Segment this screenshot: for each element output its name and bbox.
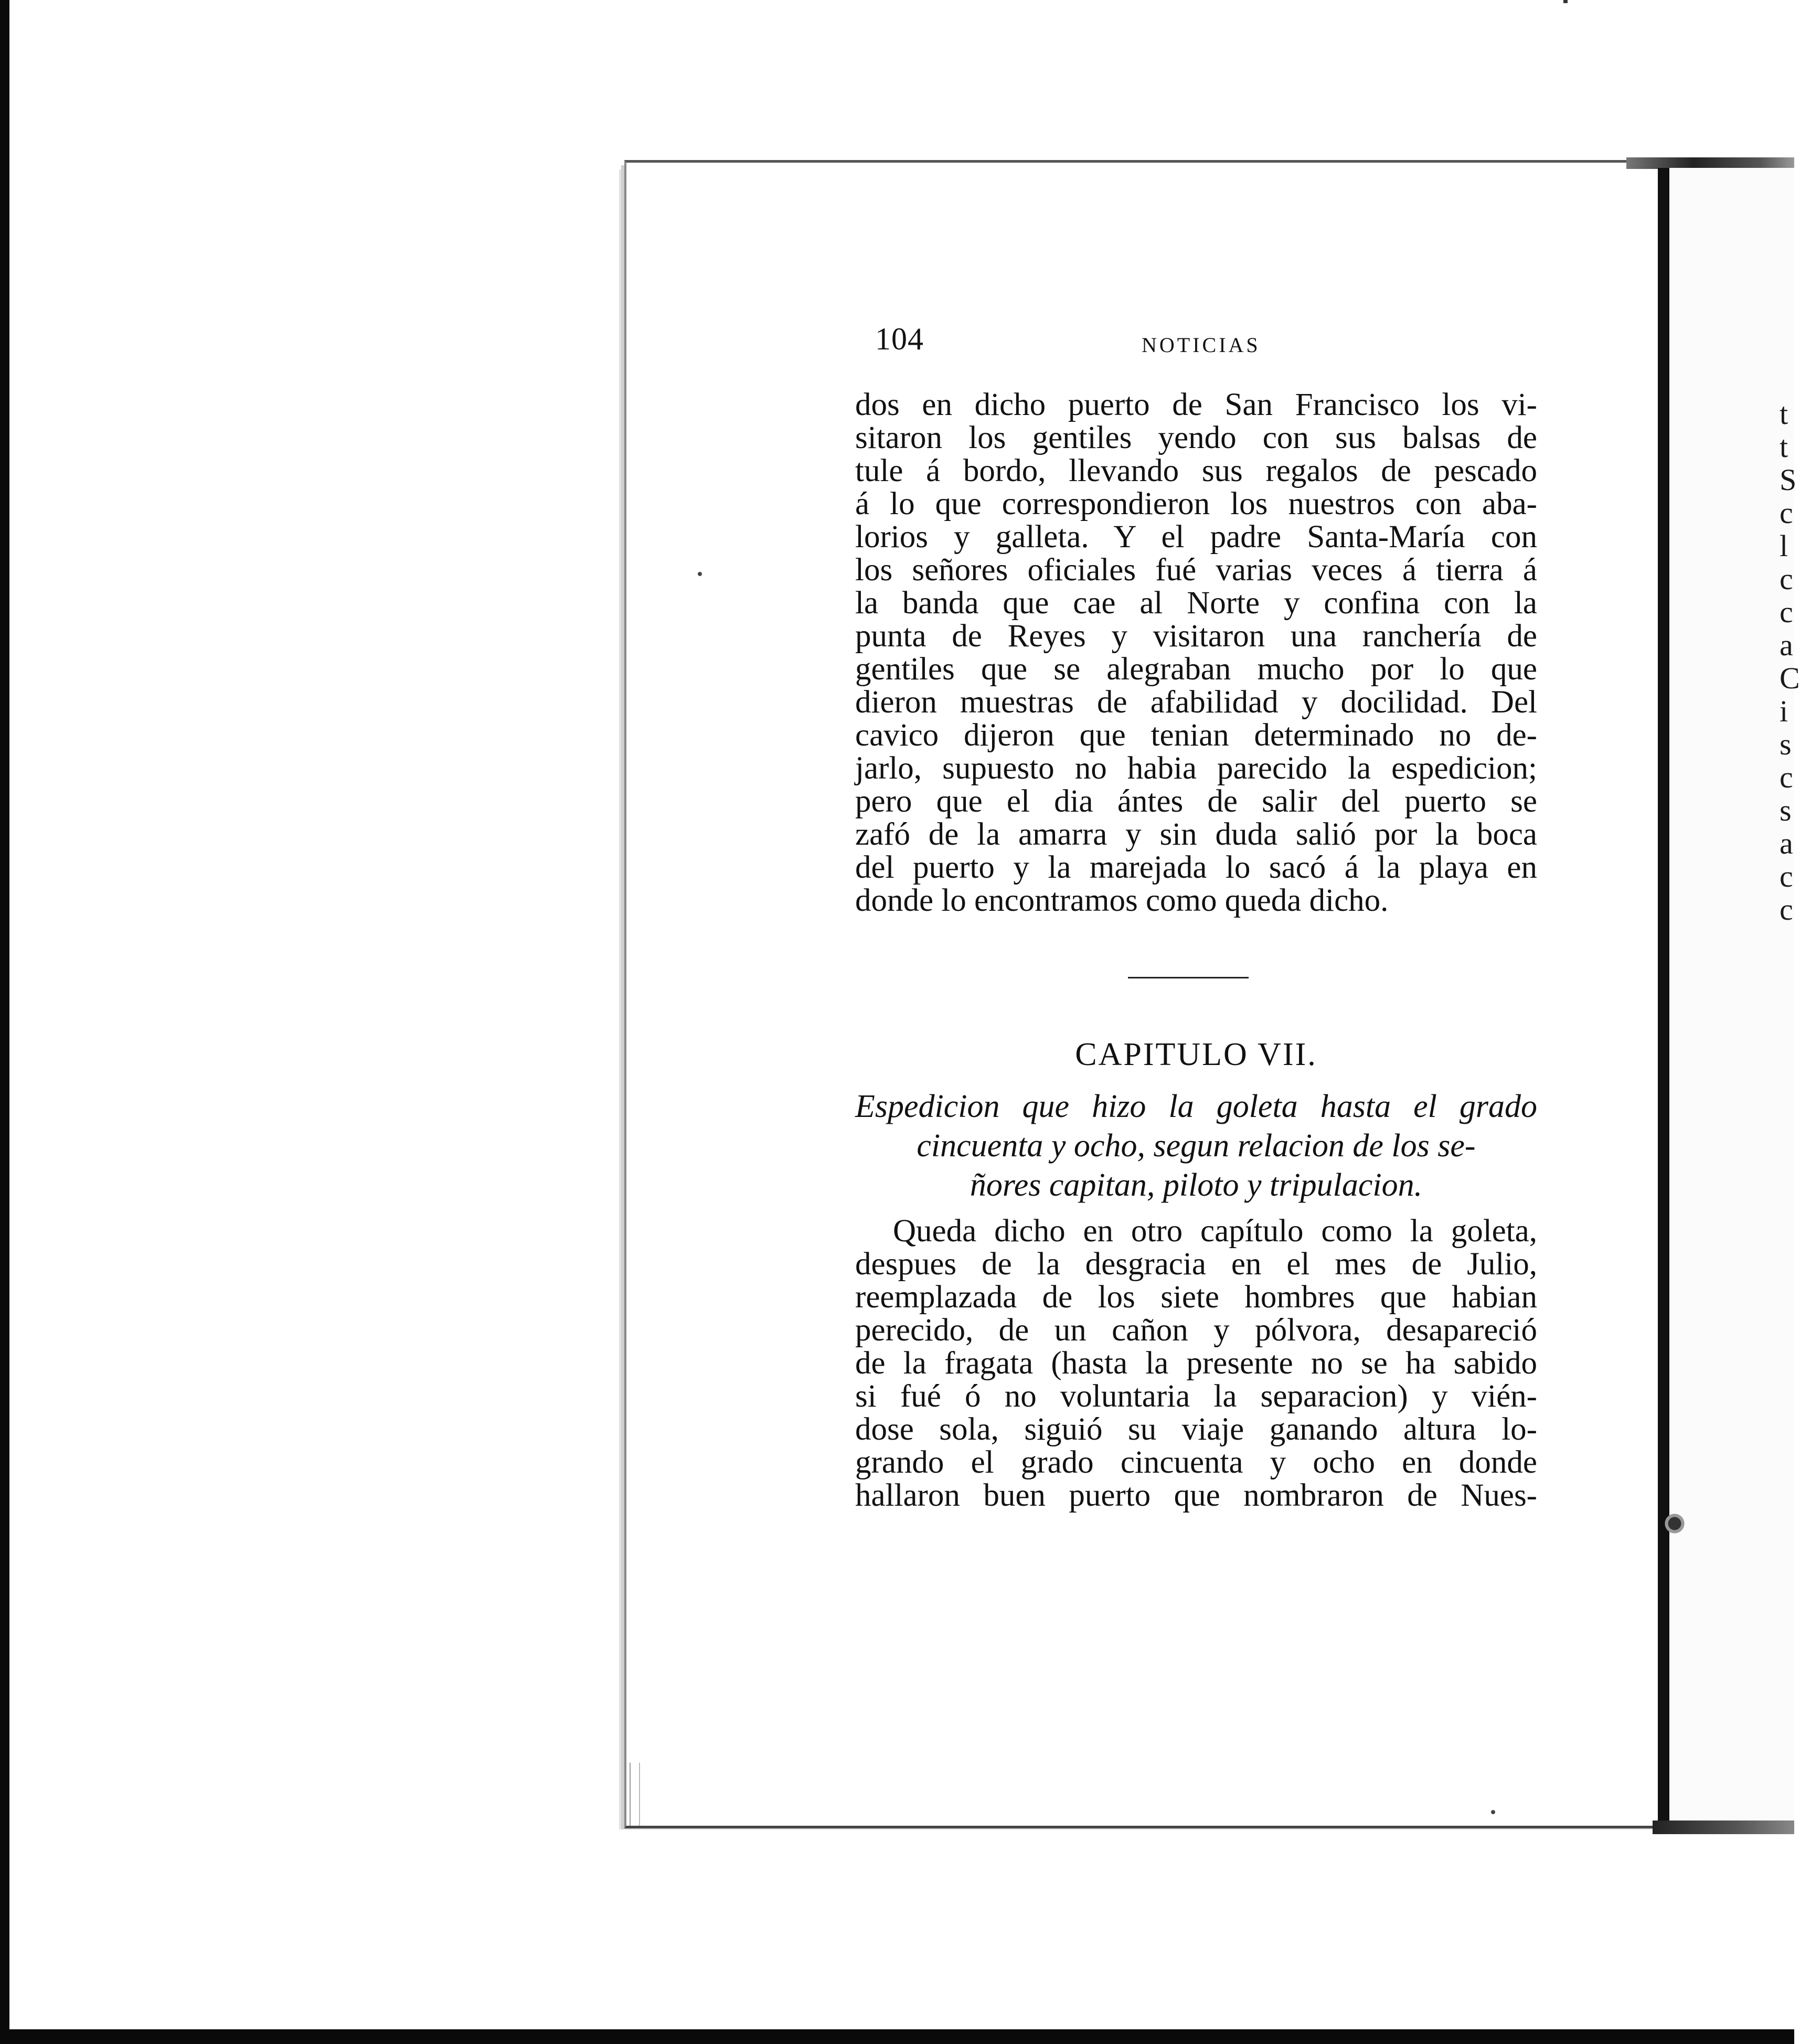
text-line: si fué ó no voluntaria la separacion) y vién- [855, 1379, 1537, 1414]
facing-page-letter: c [1780, 496, 1793, 530]
spine-top-shadow [1626, 157, 1794, 169]
facing-page-letter: C [1780, 661, 1800, 695]
facing-page-letter: a [1780, 628, 1793, 662]
summary-line: cincuenta y ocho, segun relacion de los se- [917, 1128, 1476, 1164]
paragraph-continued [855, 388, 1537, 917]
text-line: dos en dicho puerto de San Francisco los vi- [855, 387, 1537, 422]
facing-page-letter: t [1780, 430, 1788, 464]
text-line: pero que el dia ántes de salir del puerto se [855, 784, 1537, 819]
text-line: tule á bordo, llevando sus regalos de pescado [855, 453, 1537, 488]
text-line: cavico dijeron que tenian determinado no de- [855, 718, 1537, 753]
facing-page-letter: s [1780, 793, 1792, 827]
text-line: de la fragata (hasta la presente no se ha sabido [855, 1346, 1537, 1381]
summary-line: ñores capitan, piloto y tripulacion. [970, 1167, 1423, 1203]
facing-page-letter: i [1780, 694, 1788, 728]
text-line: dieron muestras de afabilidad y docilidad. Del [855, 685, 1537, 720]
text-line: la banda que cae al Norte y confina con la [855, 585, 1537, 621]
text-line: del puerto y la marejada lo sacó á la playa en [855, 850, 1537, 885]
text-line: zafó de la amarra y sin duda salió por la boca [855, 817, 1537, 852]
book-spine [1658, 168, 1669, 1826]
facing-page-letter: l [1780, 529, 1788, 563]
speck [698, 572, 702, 576]
facing-page-letter: c [1780, 859, 1793, 893]
speck [1491, 1810, 1495, 1814]
chapter-body-paragraph [855, 1215, 1537, 1512]
chapter-summary [855, 1087, 1537, 1205]
text-line: los señores oficiales fué varias veces á tierra á [855, 552, 1537, 588]
text-line: perecido, de un cañon y pólvora, desapareció [855, 1313, 1537, 1348]
text-line: despues de la desgracia en el mes de Julio, [855, 1247, 1537, 1282]
facing-page-letter: t [1780, 397, 1788, 431]
facing-page-letter: s [1780, 727, 1792, 761]
text-line: hallaron buen puerto que nombraron de Nues- [855, 1478, 1537, 1513]
facing-page [1669, 168, 1800, 1821]
paper-clip-mark [1663, 1511, 1692, 1536]
facing-page-letter: c [1780, 562, 1793, 596]
running-title: NOTICIAS [1142, 333, 1261, 357]
text-line: Queda dicho en otro capítulo como la goleta, [893, 1213, 1537, 1249]
page-stack-edge [630, 1763, 640, 1826]
facing-page-letter: c [1780, 892, 1793, 927]
text-line: donde lo encontramos como queda dicho. [855, 883, 1389, 918]
facing-page-letter: S [1780, 463, 1797, 497]
text-line: reemplazada de los siete hombres que habian [855, 1280, 1537, 1315]
text-line: grando el grado cincuenta y ocho en donde [855, 1445, 1537, 1480]
page-number: 104 [875, 322, 924, 356]
summary-line: Espedicion que hizo la goleta hasta el grado [855, 1089, 1537, 1124]
text-line: gentiles que se alegraban mucho por lo que [855, 652, 1537, 687]
facing-page-letter: a [1780, 826, 1793, 860]
scan-edge-bottom [0, 2029, 1794, 2044]
text-line: sitaron los gentiles yendo con sus balsas de [855, 420, 1537, 455]
facing-page-letter: c [1780, 595, 1793, 629]
text-line: lorios y galleta. Y el padre Santa-María con [855, 519, 1537, 555]
text-line: dose sola, siguió su viaje ganando altura lo- [855, 1412, 1537, 1447]
scan-edge-left [0, 0, 9, 2044]
text-line: punta de Reyes y visitaron una ranchería de [855, 619, 1537, 654]
text-line: á lo que correspondieron los nuestros con aba- [855, 486, 1537, 521]
running-head [875, 321, 1536, 363]
section-divider [1128, 977, 1249, 978]
facing-page-letter: c [1780, 760, 1793, 794]
spine-bottom-shadow [1653, 1821, 1794, 1834]
text-line: jarlo, supuesto no habia parecido la espedicion; [855, 751, 1537, 786]
chapter-heading: CAPITULO VII. [1075, 1037, 1317, 1072]
scan-mark [1563, 0, 1568, 3]
